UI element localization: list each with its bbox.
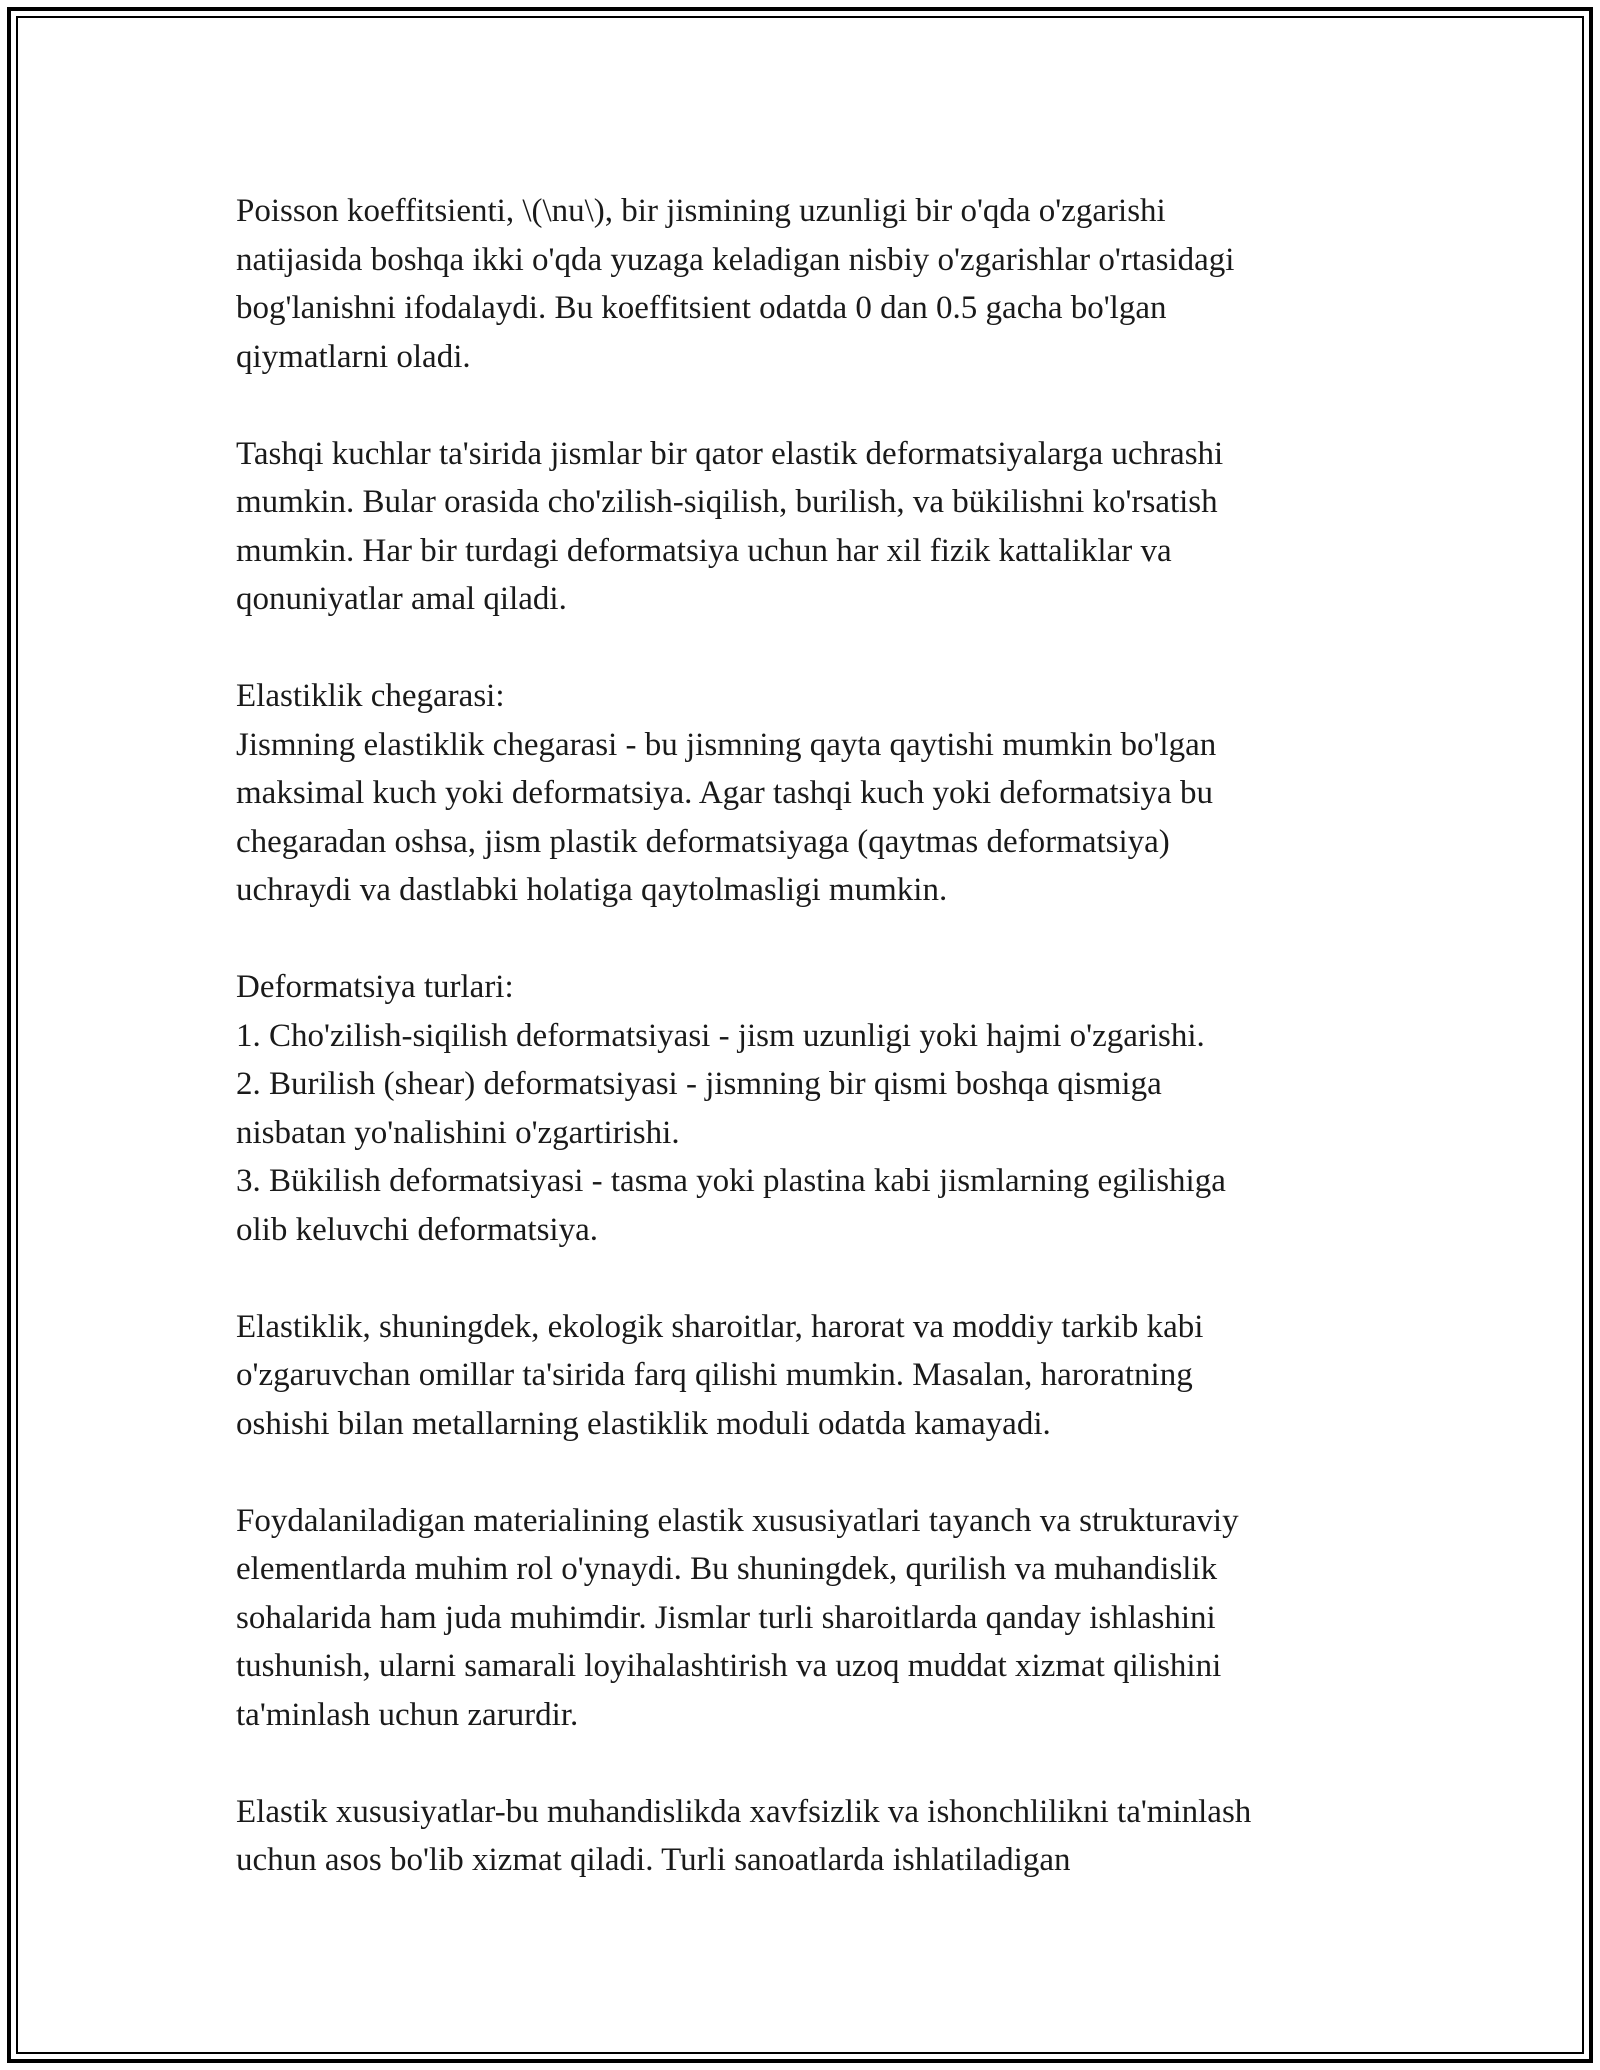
paragraph-material-properties: Foydalaniladigan materialining elastik xususiyatlari tayanch va strukturaviy elementlarda muhim rol o'ynaydi. Bu shuningdek, qurilish va muhandislik sohalarida ham juda muhimdir. Jismlar turli sharoitlarda qanday ishlashini tushunish, ularni samarali loyihalashtirish va uzoq muddat xizmat qilishini ta'minlash uchun zarurdir. [236, 1502, 1239, 1733]
paragraph-environmental-factors: Elastiklik, shuningdek, ekologik sharoitlar, harorat va moddiy tarkib kabi o'zgaruvchan omillar ta'sirida farq qilishi mumkin. Masalan, haroratning oshishi bilan metallarning elastiklik moduli odatda kamayadi. [236, 1308, 1204, 1442]
paragraph-external-forces: Tashqi kuchlar ta'sirida jismlar bir qator elastik deformatsiyalarga uchrashi mumkin. Bular orasida cho'zilish-siqilish, burilish, va bükilishni ko'rsatish mumkin. Har bir turdagi deformatsiya uchun har xil fizik kattaliklar va qonuniyatlar amal qiladi. [236, 435, 1224, 617]
paragraph-poisson-ratio: Poisson koeffitsienti, \(\nu\), bir jismining uzunligi bir o'qda o'zgarishi natijasida boshqa ikki o'qda yuzaga keladigan nisbiy o'zgarishlar o'rtasidagi bog'lanishni ifodalaydi. Bu koeffitsient odatda 0 dan 0.5 gacha bo'lgan qiymatlarni oladi. [236, 193, 1235, 375]
paragraph-safety-reliability: Elastik xususiyatlar-bu muhandislikda xavfsizlik va ishonchlilikni ta'minlash uchun asos bo'lib xizmat qiladi. Turli sanoatlarda ishlatiladigan [236, 1793, 1252, 1878]
paragraph-deformation-types: Deformatsiya turlari: 1. Cho'zilish-siqilish deformatsiyasi - jism uzunligi yoki hajmi o'zgarishi. 2. Burilish (shear) deformatsiyasi - jismning bir qismi boshqa qismiga nisbatan yo'nalishini o'zgartirishi. 3. Bükilish deformatsiyasi - tasma yoki plastina kabi jismlarning egilishiga olib keluvchi deformatsiya. [236, 969, 1226, 1248]
paragraph-elastic-limit: Elastiklik chegarasi: Jismning elastiklik chegarasi - bu jismning qayta qaytishi mumkin bo'lgan maksimal kuch yoki deformatsiya. Agar tashqi kuch yoki deformatsiya bu chegaradan oshsa, jism plastik deformatsiyaga (qaytmas deformatsiya) uchraydi va dastlabki holatiga qaytolmasligi mumkin. [236, 678, 1217, 908]
document-body [236, 187, 1396, 1885]
